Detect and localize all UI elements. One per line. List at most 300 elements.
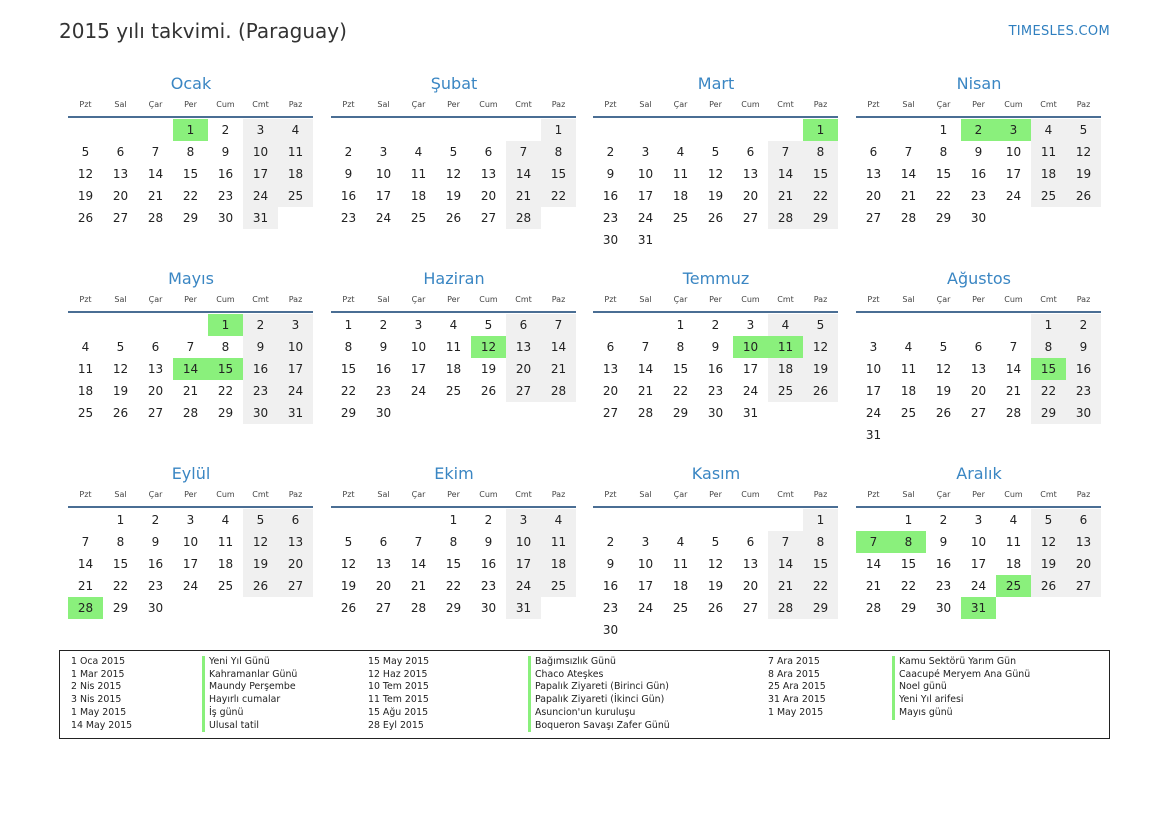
day-cell: 5 [1066, 119, 1101, 141]
legend-holiday-name: Bağımsızlık Günü [528, 656, 670, 669]
day-cell: 29 [340, 406, 357, 420]
day-cell: 15 [340, 362, 357, 376]
day-cell: 16 [340, 189, 357, 203]
weekday-label: Cmt [1040, 295, 1057, 304]
weekday-label: Per [972, 295, 985, 304]
header-rule [331, 311, 576, 313]
day-cell: 26 [1031, 575, 1066, 597]
legend-holiday-name: Mayıs günü [892, 707, 1030, 720]
day-cell: 23 [935, 579, 952, 593]
day-cell: 15 [672, 362, 689, 376]
day-cell: 31 [506, 597, 541, 619]
day-cell: 11 [278, 141, 313, 163]
day-cell: 21 [541, 358, 576, 380]
day-cell: 18 [410, 189, 427, 203]
day-cell: 31 [637, 233, 654, 247]
weekday-label: Cum [741, 490, 760, 499]
day-cell: 22 [182, 189, 199, 203]
weekday-label: Sal [377, 295, 390, 304]
holiday-day-cell: 2 [961, 119, 996, 141]
weekday-label: Paz [551, 295, 566, 304]
weekday-label: Cum [216, 295, 235, 304]
day-cell: 12 [77, 167, 94, 181]
day-cell: 3 [506, 509, 541, 531]
month-calendar [68, 463, 314, 619]
day-cell: 19 [112, 384, 129, 398]
day-cell: 24 [865, 406, 882, 420]
day-cell: 2 [151, 513, 160, 527]
day-cell: 31 [243, 207, 278, 229]
day-cell: 17 [243, 163, 278, 185]
holiday-day-cell: 7 [856, 531, 891, 553]
day-cell: 24 [742, 384, 759, 398]
weekday-label: Paz [813, 295, 828, 304]
day-cell: 24 [278, 380, 313, 402]
weekday-label: Per [972, 490, 985, 499]
month-calendar [593, 73, 839, 251]
header-rule [68, 311, 313, 313]
day-cell: 8 [116, 535, 125, 549]
day-cell: 24 [1005, 189, 1022, 203]
day-cell: 14 [541, 336, 576, 358]
weekday-label: Cum [1004, 100, 1023, 109]
day-cell: 1 [116, 513, 125, 527]
day-cell: 3 [641, 535, 650, 549]
day-cell: 29 [445, 601, 462, 615]
day-cell: 17 [970, 557, 987, 571]
weekday-label: Çar [936, 490, 951, 499]
day-cell: 15 [445, 557, 462, 571]
legend-date: 1 Mar 2015 [71, 668, 125, 680]
day-cell: 15 [803, 553, 838, 575]
header-rule [68, 116, 313, 118]
weekday-label: Çar [411, 490, 426, 499]
day-cell: 18 [217, 557, 234, 571]
day-cell: 6 [506, 314, 541, 336]
legend-holiday-name: Ulusal tatil [202, 720, 297, 733]
day-cell: 9 [344, 167, 353, 181]
holiday-day-cell: 12 [471, 336, 506, 358]
day-cell: 17 [637, 189, 654, 203]
day-cell: 12 [935, 362, 952, 376]
day-cell: 27 [602, 406, 619, 420]
day-cell: 5 [81, 145, 90, 159]
day-cell: 20 [147, 384, 164, 398]
day-cell: 25 [541, 575, 576, 597]
day-cell: 16 [147, 557, 164, 571]
day-cell: 27 [375, 601, 392, 615]
day-cell: 29 [803, 207, 838, 229]
day-cell: 4 [414, 145, 423, 159]
weekday-label: Cmt [515, 490, 532, 499]
day-cell: 30 [602, 623, 619, 637]
day-cell: 13 [506, 336, 541, 358]
weekday-label: Paz [813, 100, 828, 109]
weekday-label: Cmt [777, 100, 794, 109]
day-cell: 19 [1031, 553, 1066, 575]
month-calendar [856, 463, 1102, 619]
day-cell: 5 [243, 509, 278, 531]
day-cell: 23 [480, 579, 497, 593]
day-cell: 29 [1031, 402, 1066, 424]
day-cell: 17 [1005, 167, 1022, 181]
legend-date-column [368, 656, 429, 732]
holiday-day-cell: 28 [68, 597, 103, 619]
weekday-label: Cmt [515, 100, 532, 109]
day-cell: 22 [803, 185, 838, 207]
day-cell: 23 [602, 601, 619, 615]
day-cell: 9 [484, 535, 493, 549]
day-cell: 16 [375, 362, 392, 376]
day-cell: 15 [900, 557, 917, 571]
header-rule [331, 506, 576, 508]
day-cell: 17 [182, 557, 199, 571]
weekday-label: Çar [411, 100, 426, 109]
day-cell: 3 [641, 145, 650, 159]
day-cell: 26 [340, 601, 357, 615]
weekday-label: Per [447, 100, 460, 109]
weekday-label: Per [709, 100, 722, 109]
day-cell: 23 [602, 211, 619, 225]
day-cell: 5 [711, 535, 720, 549]
day-cell: 13 [278, 531, 313, 553]
day-cell: 30 [935, 601, 952, 615]
day-cell: 19 [935, 384, 952, 398]
day-cell: 8 [1031, 336, 1066, 358]
weekday-header [593, 97, 839, 113]
day-cell: 20 [970, 384, 987, 398]
day-cell: 28 [506, 207, 541, 229]
weekday-label: Çar [411, 295, 426, 304]
day-cell: 15 [112, 557, 129, 571]
weekday-header [331, 487, 577, 503]
day-cell: 10 [970, 535, 987, 549]
day-cell: 4 [768, 314, 803, 336]
day-cell: 7 [641, 340, 650, 354]
day-cell: 28 [541, 380, 576, 402]
weekday-label: Sal [639, 100, 652, 109]
day-cell: 2 [344, 145, 353, 159]
month-calendar [331, 73, 577, 229]
month-calendar [331, 463, 577, 619]
legend-date: 31 Ara 2015 [768, 694, 826, 706]
weekday-label: Cmt [515, 295, 532, 304]
day-cell: 27 [480, 211, 497, 225]
day-cell: 26 [707, 601, 724, 615]
day-cell: 8 [186, 145, 195, 159]
day-cell: 5 [449, 145, 458, 159]
day-cell: 19 [707, 579, 724, 593]
legend-holiday-name: Kamu Sektörü Yarım Gün [892, 656, 1030, 669]
day-cell: 3 [379, 145, 388, 159]
day-cell: 26 [112, 406, 129, 420]
day-cell: 18 [278, 163, 313, 185]
day-cell: 14 [900, 167, 917, 181]
weekday-label: Per [184, 295, 197, 304]
day-cell: 14 [1005, 362, 1022, 376]
day-cell: 21 [768, 575, 803, 597]
day-cell: 11 [900, 362, 917, 376]
holiday-day-cell: 8 [891, 531, 926, 553]
day-cell: 29 [112, 601, 129, 615]
holiday-day-cell: 14 [173, 358, 208, 380]
day-grid [856, 509, 1102, 619]
weekday-label: Çar [148, 295, 163, 304]
day-cell: 14 [637, 362, 654, 376]
day-cell: 27 [865, 211, 882, 225]
day-cell: 13 [742, 167, 759, 181]
day-cell: 2 [606, 145, 615, 159]
day-cell: 18 [445, 362, 462, 376]
day-cell: 20 [278, 553, 313, 575]
legend-date: 15 Ağu 2015 [368, 706, 429, 718]
weekday-label: Cum [479, 100, 498, 109]
day-cell: 13 [480, 167, 497, 181]
day-cell: 9 [151, 535, 160, 549]
day-grid [593, 314, 839, 424]
day-grid [856, 314, 1102, 446]
day-cell: 16 [602, 189, 619, 203]
weekday-label: Sal [377, 100, 390, 109]
day-cell: 1 [676, 318, 685, 332]
month-name: Haziran [423, 269, 485, 288]
weekday-label: Cmt [252, 295, 269, 304]
weekday-label: Sal [377, 490, 390, 499]
day-cell: 21 [77, 579, 94, 593]
day-cell: 24 [243, 185, 278, 207]
weekday-label: Paz [288, 100, 303, 109]
day-cell: 25 [278, 185, 313, 207]
weekday-label: Çar [936, 100, 951, 109]
day-cell: 26 [480, 384, 497, 398]
day-cell: 3 [278, 314, 313, 336]
day-grid [331, 314, 577, 424]
weekday-label: Per [447, 295, 460, 304]
day-cell: 10 [375, 167, 392, 181]
weekday-label: Cmt [777, 490, 794, 499]
day-cell: 12 [803, 336, 838, 358]
day-cell: 23 [970, 189, 987, 203]
day-cell: 27 [970, 406, 987, 420]
holiday-day-cell: 10 [733, 336, 768, 358]
day-cell: 19 [480, 362, 497, 376]
day-cell: 26 [803, 380, 838, 402]
day-cell: 11 [541, 531, 576, 553]
weekday-label: Cum [216, 100, 235, 109]
legend-date: 1 Oca 2015 [71, 656, 126, 667]
month-name: Mayıs [168, 269, 214, 288]
day-cell: 14 [77, 557, 94, 571]
day-cell: 13 [970, 362, 987, 376]
day-cell: 10 [506, 531, 541, 553]
weekday-label: Çar [936, 295, 951, 304]
day-cell: 20 [742, 579, 759, 593]
day-cell: 3 [414, 318, 423, 332]
legend-date: 11 Tem 2015 [368, 694, 429, 706]
day-cell: 9 [606, 557, 615, 571]
legend-holiday-name: Kahramanlar Günü [202, 669, 297, 682]
day-cell: 16 [602, 579, 619, 593]
weekday-label: Cum [479, 295, 498, 304]
legend-holiday-name: Papalık Ziyareti (İkinci Gün) [528, 694, 670, 707]
legend-date: 8 Ara 2015 [768, 668, 820, 680]
day-cell: 27 [742, 601, 759, 615]
day-cell: 15 [541, 163, 576, 185]
day-cell: 20 [1066, 553, 1101, 575]
day-cell: 17 [742, 362, 759, 376]
header-rule [593, 506, 838, 508]
weekday-label: Çar [673, 100, 688, 109]
day-cell: 28 [768, 207, 803, 229]
day-cell: 2 [939, 513, 948, 527]
day-cell: 9 [711, 340, 720, 354]
day-cell: 12 [707, 167, 724, 181]
day-cell: 18 [77, 384, 94, 398]
day-cell: 13 [1066, 531, 1101, 553]
weekday-label: Paz [1076, 490, 1091, 499]
day-cell: 10 [1005, 145, 1022, 159]
day-cell: 17 [506, 553, 541, 575]
month-calendar [68, 73, 314, 229]
day-cell: 9 [974, 145, 983, 159]
weekday-label: Cum [1004, 295, 1023, 304]
day-cell: 7 [151, 145, 160, 159]
weekday-header [856, 292, 1102, 308]
day-cell: 28 [768, 597, 803, 619]
legend-holiday-name: Papalık Ziyareti (Birinci Gün) [528, 681, 670, 694]
day-cell: 19 [243, 553, 278, 575]
weekday-label: Pzt [342, 295, 355, 304]
weekday-label: Paz [813, 490, 828, 499]
day-cell: 2 [1066, 314, 1101, 336]
weekday-label: Per [184, 490, 197, 499]
weekday-label: Pzt [79, 490, 92, 499]
day-cell: 30 [970, 211, 987, 225]
day-cell: 11 [672, 167, 689, 181]
month-name: Aralık [956, 464, 1002, 483]
weekday-label: Pzt [867, 100, 880, 109]
legend-name-column [202, 656, 297, 732]
day-cell: 27 [506, 380, 541, 402]
day-cell: 28 [147, 211, 164, 225]
month-name: Mart [697, 74, 735, 93]
day-cell: 6 [278, 509, 313, 531]
day-cell: 22 [1031, 380, 1066, 402]
weekday-label: Per [972, 100, 985, 109]
weekday-label: Sal [639, 295, 652, 304]
day-cell: 31 [742, 406, 759, 420]
day-cell: 17 [410, 362, 427, 376]
weekday-header [331, 97, 577, 113]
site-link[interactable]: TIMESLES.COM [1008, 24, 1110, 39]
day-cell: 25 [672, 601, 689, 615]
weekday-label: Pzt [79, 295, 92, 304]
day-cell: 26 [445, 211, 462, 225]
day-cell: 10 [637, 557, 654, 571]
legend-holiday-name: Yeni Yıl Günü [202, 656, 297, 669]
day-cell: 1 [803, 509, 838, 531]
day-cell: 25 [217, 579, 234, 593]
day-cell: 13 [742, 557, 759, 571]
day-cell: 12 [340, 557, 357, 571]
day-cell: 15 [182, 167, 199, 181]
month-name: Şubat [430, 74, 478, 93]
legend-name-column [892, 656, 1030, 720]
day-cell: 22 [217, 384, 234, 398]
weekday-label: Cmt [252, 490, 269, 499]
day-cell: 3 [974, 513, 983, 527]
day-cell: 11 [217, 535, 234, 549]
day-cell: 5 [116, 340, 125, 354]
day-cell: 17 [865, 384, 882, 398]
day-cell: 8 [541, 141, 576, 163]
day-cell: 6 [746, 145, 755, 159]
day-cell: 28 [865, 601, 882, 615]
holiday-day-cell: 11 [768, 336, 803, 358]
day-cell: 4 [1009, 513, 1018, 527]
weekday-label: Sal [902, 490, 915, 499]
month-calendar [856, 268, 1102, 446]
day-cell: 18 [1031, 163, 1066, 185]
day-cell: 21 [768, 185, 803, 207]
day-cell: 21 [182, 384, 199, 398]
day-grid [331, 119, 577, 229]
day-cell: 23 [147, 579, 164, 593]
day-cell: 21 [637, 384, 654, 398]
holiday-day-cell: 25 [996, 575, 1031, 597]
day-cell: 5 [1031, 509, 1066, 531]
day-cell: 26 [707, 211, 724, 225]
page-title: 2015 yılı takvimi. (Paraguay) [59, 19, 347, 43]
legend-holiday-name: İş günü [202, 707, 297, 720]
month-calendar [331, 268, 577, 424]
day-cell: 26 [1066, 185, 1101, 207]
day-cell: 6 [869, 145, 878, 159]
day-cell: 22 [900, 579, 917, 593]
holiday-day-cell: 1 [803, 119, 838, 141]
day-cell: 6 [746, 535, 755, 549]
day-cell: 10 [243, 141, 278, 163]
day-grid [68, 509, 314, 619]
day-cell: 5 [939, 340, 948, 354]
month-name: Nisan [956, 74, 1002, 93]
day-cell: 9 [243, 336, 278, 358]
day-cell: 20 [112, 189, 129, 203]
day-cell: 16 [970, 167, 987, 181]
legend-date: 14 May 2015 [71, 719, 133, 731]
day-cell: 16 [1066, 358, 1101, 380]
day-cell: 22 [935, 189, 952, 203]
day-cell: 1 [939, 123, 948, 137]
day-cell: 23 [217, 189, 234, 203]
day-cell: 1 [541, 119, 576, 141]
day-cell: 30 [1066, 402, 1101, 424]
month-calendar [856, 73, 1102, 229]
day-cell: 26 [243, 575, 278, 597]
day-cell: 22 [112, 579, 129, 593]
header-rule [593, 116, 838, 118]
weekday-label: Cmt [252, 100, 269, 109]
day-cell: 16 [707, 362, 724, 376]
day-cell: 1 [904, 513, 913, 527]
weekday-label: Çar [148, 490, 163, 499]
weekday-header [856, 487, 1102, 503]
day-cell: 28 [182, 406, 199, 420]
day-cell: 18 [672, 579, 689, 593]
day-cell: 13 [602, 362, 619, 376]
day-cell: 6 [151, 340, 160, 354]
day-cell: 4 [81, 340, 90, 354]
